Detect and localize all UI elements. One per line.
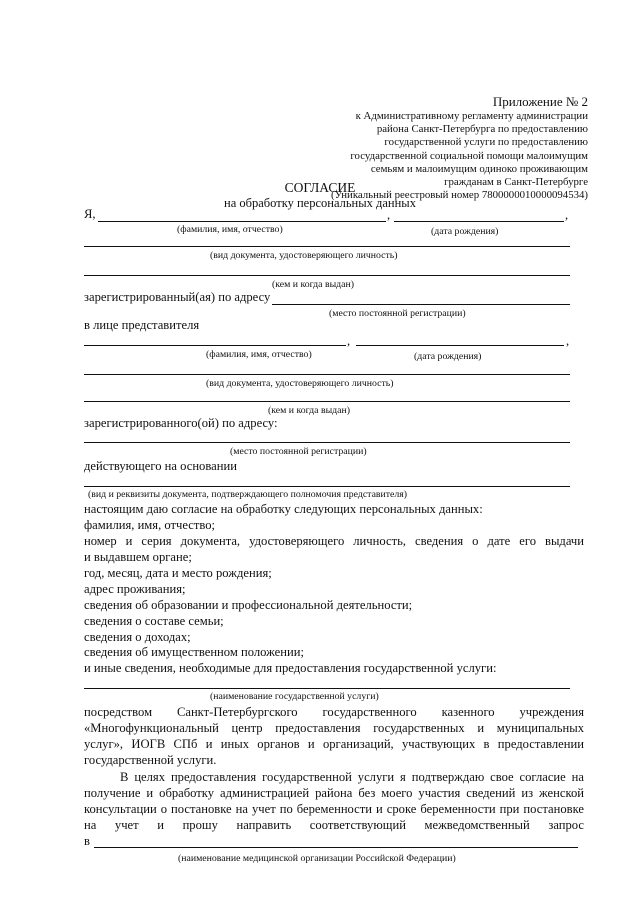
consent-item: номер и серия документа, удостоверяющего личность, сведения о дате его выдачи	[84, 534, 584, 548]
comma-separator: ,	[347, 334, 351, 348]
means-line: «Многофункциональный центр предоставления государственных и муниципальных	[84, 721, 584, 735]
paragraph-line: В целях предоставления государственной услуги я подтверждаю свое согласие на	[120, 770, 584, 784]
authority-document-field[interactable]	[84, 486, 570, 487]
caption-issued: (кем и когда выдан)	[272, 279, 354, 290]
appendix-line: района Санкт-Петербурга по предоставлению	[376, 123, 588, 136]
caption-registration: (место постоянной регистрации)	[329, 308, 466, 319]
ya-label: Я,	[84, 207, 96, 221]
caption-dob: (дата рождения)	[431, 226, 499, 237]
means-line: посредством Санкт-Петербургского государственного казенного учреждения	[84, 705, 584, 719]
consent-item: фамилия, имя, отчество;	[84, 518, 215, 532]
consent-item: и выдавшем органе;	[84, 550, 192, 564]
appendix-line: семьям и малоимущим одиноко проживающим	[370, 162, 588, 175]
registered-label: зарегистрированный(ая) по адресу	[84, 290, 271, 304]
document-title: СОГЛАСИЕ	[284, 180, 356, 195]
rep-registered-label: зарегистрированного(ой) по адресу:	[84, 416, 278, 430]
consent-item: сведения о доходах;	[84, 630, 191, 644]
service-name-field[interactable]	[84, 688, 570, 689]
applicant-issued-field[interactable]	[84, 275, 570, 276]
consent-item: адрес проживания;	[84, 582, 186, 596]
means-line: государственной услуги.	[84, 753, 217, 767]
representative-fio-field[interactable]	[84, 345, 346, 346]
caption-fio: (фамилия, имя, отчество)	[177, 224, 283, 235]
applicant-fio-field[interactable]	[98, 221, 386, 222]
consent-item: и иные сведения, необходимые для предоставления государственной услуги:	[84, 661, 497, 675]
comma-separator: ,	[566, 334, 570, 348]
applicant-address-field[interactable]	[272, 304, 570, 305]
document-subtitle: на обработку персональных данных	[224, 196, 416, 210]
medical-organization-field[interactable]	[94, 847, 578, 848]
rep-caption-dob: (дата рождения)	[414, 351, 482, 362]
caption-service: (наименование государственной услуги)	[210, 691, 379, 702]
representative-address-field[interactable]	[84, 442, 570, 443]
appendix-line: гражданам в Санкт-Петербурге	[444, 176, 588, 189]
appendix-line: к Административному регламенту администрации	[355, 110, 588, 122]
caption-authority: (вид и реквизиты документа, подтверждающего полномочия представителя)	[88, 489, 408, 500]
appendix-line: государственной социальной помощи малоимущим	[350, 149, 588, 162]
appendix-title: Приложение № 2	[492, 94, 588, 109]
comma-separator: ,	[565, 208, 569, 222]
consent-intro: настоящим даю согласие на обработку следующих персональных данных:	[84, 502, 483, 516]
caption-document: (вид документа, удостоверяющего личность)	[210, 250, 398, 261]
appendix-line: (Уникальный реестровый номер 7800000010000094534)	[330, 189, 588, 202]
paragraph-line: в	[84, 834, 90, 848]
acting-label: действующего на основании	[84, 459, 237, 473]
applicant-dob-field[interactable]	[394, 221, 564, 222]
paragraph-line: консультации о постановке на учет по беременности и сроке беременности при постановке	[84, 802, 584, 816]
consent-item: год, месяц, дата и место рождения;	[84, 566, 272, 580]
representative-issued-field[interactable]	[84, 401, 570, 402]
paragraph-line: на учет и прошу направить соответствующий межведомственный запрос	[84, 818, 584, 832]
consent-item: сведения об образовании и профессиональной деятельности;	[84, 598, 413, 612]
applicant-document-field[interactable]	[84, 246, 570, 247]
representative-dob-field[interactable]	[356, 345, 564, 346]
consent-item: сведения о составе семьи;	[84, 614, 224, 628]
appendix-line: государственной услуги по предоставлению	[384, 136, 588, 149]
consent-item: сведения об имущественном положении;	[84, 645, 304, 659]
rep-caption-registration: (место постоянной регистрации)	[230, 446, 367, 457]
caption-medical-org: (наименование медицинской организации Российской Федерации)	[178, 853, 456, 864]
rep-caption-issued: (кем и когда выдан)	[268, 405, 350, 416]
rep-caption-fio: (фамилия, имя, отчество)	[206, 349, 312, 360]
paragraph-line: получение и обработку администрацией района без моего участия сведений из женской	[84, 786, 584, 800]
representative-label: в лице представителя	[84, 318, 200, 332]
representative-document-field[interactable]	[84, 374, 570, 375]
comma-separator: ,	[387, 208, 391, 222]
means-line: услуг», ИОГВ СПб и иных органов и организаций, участвующих в предоставлении	[84, 737, 584, 751]
rep-caption-document: (вид документа, удостоверяющего личность)	[206, 378, 394, 389]
